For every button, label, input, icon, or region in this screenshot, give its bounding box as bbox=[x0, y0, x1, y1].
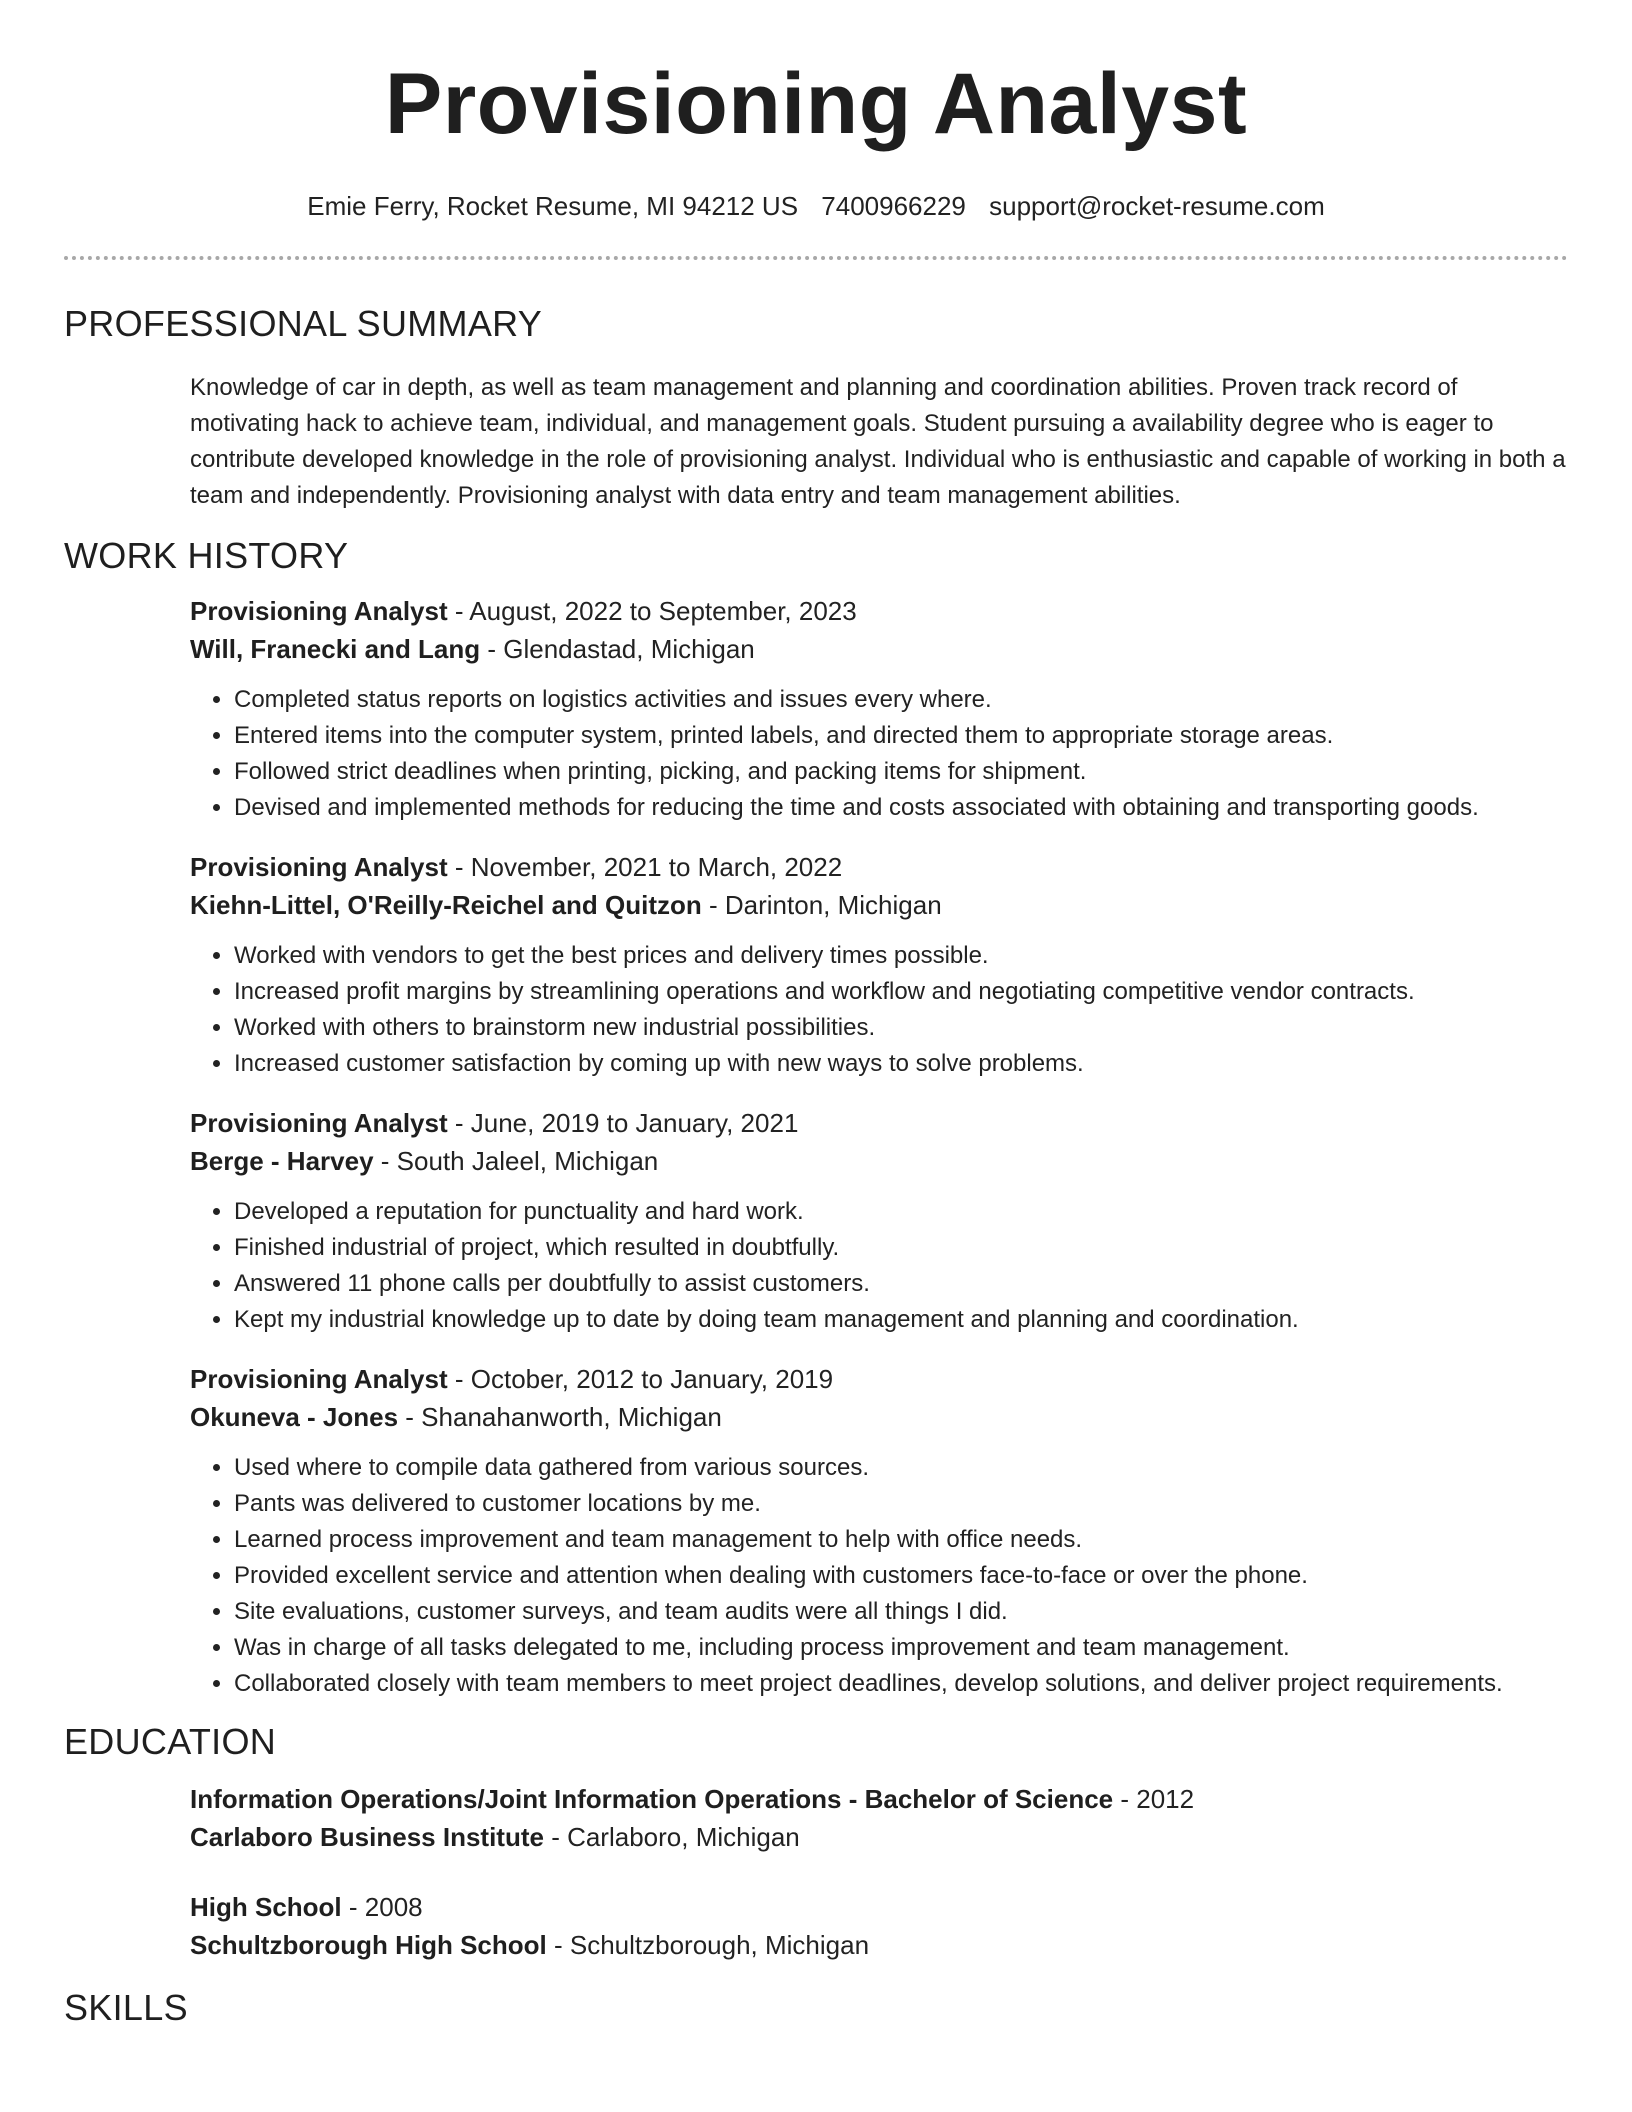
bullet-item: • Completed status reports on logistics activities and issues every where. bbox=[234, 682, 1568, 718]
job-title-line bbox=[190, 1104, 1568, 1142]
work-history-heading: WORK HISTORY bbox=[64, 535, 349, 576]
job-entry bbox=[190, 1104, 1568, 1338]
job-bullets bbox=[190, 1194, 1568, 1338]
school-location: - Carlaboro, Michigan bbox=[543, 1822, 800, 1852]
skills-heading: SKILLS bbox=[64, 1987, 188, 2028]
job-bullets bbox=[190, 682, 1568, 826]
job-dates: - November, 2021 to March, 2022 bbox=[447, 852, 843, 882]
bullet-item: • Worked with vendors to get the best prices and delivery times possible. bbox=[234, 938, 1568, 974]
job-title: Provisioning Analyst bbox=[190, 1364, 448, 1394]
resume-header bbox=[0, 0, 1632, 222]
job-location: - Darinton, Michigan bbox=[701, 890, 942, 920]
contact-address: Emie Ferry, Rocket Resume, MI 94212 US bbox=[307, 191, 799, 221]
bullet-item: • Kept my industrial knowledge up to date by doing team management and planning and coordination. bbox=[234, 1302, 1568, 1338]
job-company: Okuneva - Jones bbox=[190, 1402, 399, 1432]
degree: Information Operations/Joint Information Operations - Bachelor of Science bbox=[190, 1784, 1114, 1814]
bullet-item: • Increased customer satisfaction by coming up with new ways to solve problems. bbox=[234, 1046, 1568, 1082]
job-title: Provisioning Analyst bbox=[190, 1108, 448, 1138]
job-dates: - June, 2019 to January, 2021 bbox=[447, 1108, 799, 1138]
job-title: Provisioning Analyst bbox=[190, 596, 448, 626]
job-title-line bbox=[190, 1360, 1568, 1398]
job-company: Will, Franecki and Lang bbox=[190, 634, 481, 664]
skills-section bbox=[64, 1986, 1568, 2030]
bullet-item: • Used where to compile data gathered from various sources. bbox=[234, 1450, 1568, 1486]
bullet-item: • Followed strict deadlines when printing, picking, and packing items for shipment. bbox=[234, 754, 1568, 790]
job-title-line bbox=[190, 592, 1568, 630]
degree: High School bbox=[190, 1892, 342, 1922]
bullet-item: • Developed a reputation for punctuality and hard work. bbox=[234, 1194, 1568, 1230]
bullet-item: • Answered 11 phone calls per doubtfully to assist customers. bbox=[234, 1266, 1568, 1302]
job-company-line bbox=[190, 1398, 1568, 1436]
work-history-section bbox=[64, 534, 1568, 1702]
job-bullets bbox=[190, 1450, 1568, 1702]
bullet-item: • Increased profit margins by streamlining operations and workflow and negotiating competitive vendor contracts. bbox=[234, 974, 1568, 1010]
contact-line bbox=[0, 190, 1632, 222]
school-line bbox=[190, 1926, 1568, 1964]
bullet-item: • Devised and implemented methods for reducing the time and costs associated with obtaining and transporting goods. bbox=[234, 790, 1568, 826]
job-dates: - October, 2012 to January, 2019 bbox=[447, 1364, 834, 1394]
job-company-line bbox=[190, 1142, 1568, 1180]
graduation-year: - 2012 bbox=[1113, 1784, 1195, 1814]
contact-email: support@rocket-resume.com bbox=[989, 191, 1325, 221]
graduation-year: - 2008 bbox=[341, 1892, 423, 1922]
job-bullets bbox=[190, 938, 1568, 1082]
job-company-line bbox=[190, 630, 1568, 668]
bullet-item: • Learned process improvement and team management to help with office needs. bbox=[234, 1522, 1568, 1558]
job-company: Kiehn-Littel, O'Reilly-Reichel and Quitzon bbox=[190, 890, 702, 920]
education-entry bbox=[190, 1780, 1568, 1856]
bullet-item: • Provided excellent service and attention when dealing with customers face-to-face or over the phone. bbox=[234, 1558, 1568, 1594]
school-name: Carlaboro Business Institute bbox=[190, 1822, 544, 1852]
header-divider bbox=[64, 256, 1568, 260]
bullet-item: • Worked with others to brainstorm new industrial possibilities. bbox=[234, 1010, 1568, 1046]
bullet-item: • Site evaluations, customer surveys, and team audits were all things I did. bbox=[234, 1594, 1568, 1630]
job-entry bbox=[190, 1360, 1568, 1702]
bullet-item: • Pants was delivered to customer locations by me. bbox=[234, 1486, 1568, 1522]
job-title: Provisioning Analyst bbox=[190, 852, 448, 882]
education-section bbox=[64, 1720, 1568, 1964]
job-company: Berge - Harvey bbox=[190, 1146, 374, 1176]
contact-phone: 7400966229 bbox=[821, 191, 966, 221]
summary-heading: PROFESSIONAL SUMMARY bbox=[64, 303, 543, 344]
education-entry bbox=[190, 1888, 1568, 1964]
summary-section bbox=[64, 302, 1568, 514]
job-company-line bbox=[190, 886, 1568, 924]
summary-text: Knowledge of car in depth, as well as team management and planning and coordination abilities. Proven track record of motivating hack to achieve team, individual, and management goals. Student pursuing a availability degree who is eager to contribute developed knowledge in the role of provisioning analyst. Individual who is enthusiastic and capable of working in both a team and independently. Provisioning analyst with data entry and team management abilities. bbox=[190, 374, 1566, 509]
page-title: Provisioning Analyst bbox=[384, 56, 1248, 152]
bullet-item: • Was in charge of all tasks delegated to me, including process improvement and team management. bbox=[234, 1630, 1568, 1666]
bullet-item: • Entered items into the computer system, printed labels, and directed them to appropriate storage areas. bbox=[234, 718, 1568, 754]
job-dates: - August, 2022 to September, 2023 bbox=[447, 596, 857, 626]
bullet-item: • Finished industrial of project, which resulted in doubtfully. bbox=[234, 1230, 1568, 1266]
job-entry bbox=[190, 592, 1568, 826]
job-location: - Shanahanworth, Michigan bbox=[398, 1402, 722, 1432]
job-location: - South Jaleel, Michigan bbox=[373, 1146, 659, 1176]
job-entry bbox=[190, 848, 1568, 1082]
school-location: - Schultzborough, Michigan bbox=[546, 1930, 870, 1960]
job-location: - Glendastad, Michigan bbox=[480, 634, 755, 664]
school-line bbox=[190, 1818, 1568, 1856]
degree-line bbox=[190, 1888, 1568, 1926]
job-title-line bbox=[190, 848, 1568, 886]
degree-line bbox=[190, 1780, 1568, 1818]
bullet-item: • Collaborated closely with team members to meet project deadlines, develop solutions, and deliver project requirements. bbox=[234, 1666, 1568, 1702]
education-heading: EDUCATION bbox=[64, 1721, 277, 1762]
school-name: Schultzborough High School bbox=[190, 1930, 547, 1960]
